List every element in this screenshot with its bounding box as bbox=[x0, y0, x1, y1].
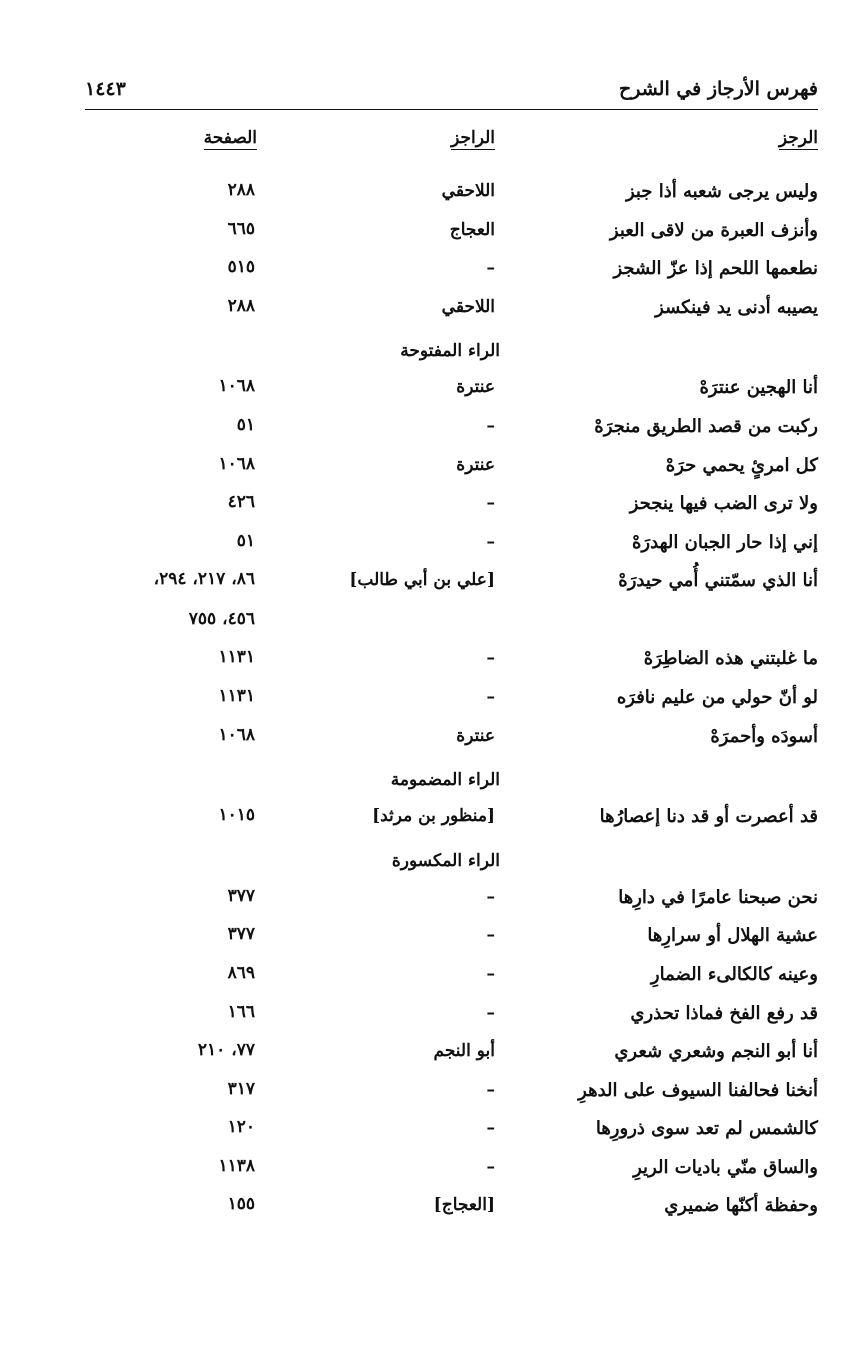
verse-text: أسودَه وأحمرَهْ bbox=[710, 725, 818, 747]
index-row bbox=[0, 881, 855, 920]
column-header-verse: الرجز bbox=[778, 128, 818, 148]
page-reference-line: ١٠٦٨ bbox=[218, 453, 255, 474]
page-references bbox=[228, 1184, 255, 1224]
index-row bbox=[0, 449, 855, 488]
page-references bbox=[228, 209, 255, 249]
index-row bbox=[0, 410, 855, 449]
poet-name: – bbox=[486, 415, 495, 436]
page-references bbox=[218, 444, 255, 484]
page-reference-line: ٥١ bbox=[236, 414, 255, 435]
page-reference-line: ١٠١٥ bbox=[218, 805, 255, 826]
page-number: ١٤٤٣ bbox=[85, 78, 126, 100]
page-reference-line: ١١٣١ bbox=[218, 647, 255, 668]
page-reference-line: ٤٥٦، ٧٥٥ bbox=[188, 609, 255, 630]
verse-text: أنخنا فحالفنا السيوف على الدهرِ bbox=[578, 1079, 818, 1101]
page-reference-line: ٧٧، ٢١٠ bbox=[197, 1040, 255, 1061]
page-reference-line: ٨٦٩ bbox=[227, 962, 255, 983]
verse-text: ركبت من قصد الطريق منجرَهْ bbox=[594, 415, 818, 437]
poet-name: [منظور بن مرثد] bbox=[372, 806, 495, 827]
poet-name: عنترة bbox=[456, 377, 495, 398]
page-reference-line: ١١٣٨ bbox=[218, 1155, 255, 1176]
index-row bbox=[0, 564, 855, 642]
page-references bbox=[237, 521, 255, 561]
verse-text: قد رفع الفخ فماذا تحذري bbox=[630, 1002, 818, 1024]
page-references bbox=[228, 482, 255, 522]
index-row bbox=[0, 1151, 855, 1190]
poet-name: العجاج bbox=[449, 219, 495, 240]
index-row bbox=[0, 681, 855, 720]
index-table bbox=[0, 175, 855, 1228]
verse-text: لو أنّ حولي من عليم نافرَه bbox=[616, 686, 818, 708]
page-references bbox=[218, 795, 255, 835]
page-reference-line: ٢٨٨ bbox=[227, 295, 255, 316]
running-header bbox=[85, 78, 818, 108]
verse-text: وأنزف العبرة من لاقى العبز bbox=[609, 219, 818, 241]
index-row bbox=[0, 371, 855, 410]
page-reference-line: ٦٦٥ bbox=[227, 218, 255, 239]
page-references bbox=[228, 1069, 255, 1109]
page-references bbox=[218, 637, 255, 677]
index-row bbox=[0, 1035, 855, 1074]
poet-name: – bbox=[486, 686, 495, 707]
index-row bbox=[0, 1074, 855, 1113]
header-title: فهرس الأرجاز في الشرح bbox=[618, 78, 818, 100]
verse-text: أنا الذي سمّتني أُمي حيدرَهْ bbox=[618, 570, 818, 592]
header-rule bbox=[85, 109, 818, 110]
page-reference-line: ٥١٥ bbox=[227, 257, 255, 278]
page-references bbox=[218, 366, 255, 406]
verse-text: عشية الهلال أو سرارِها bbox=[647, 925, 818, 947]
index-row bbox=[0, 720, 855, 759]
verse-text: وليس يرجى شعبه أذا جبز bbox=[625, 181, 818, 202]
page-references bbox=[198, 1030, 255, 1070]
page-reference-line: ٢٨٨ bbox=[227, 180, 255, 200]
index-row bbox=[0, 526, 855, 565]
index-row bbox=[0, 1112, 855, 1151]
index-row bbox=[0, 800, 855, 839]
page-reference-line: ١٠٦٨ bbox=[218, 376, 255, 397]
page-references bbox=[218, 676, 255, 716]
index-row bbox=[0, 214, 855, 253]
index-row bbox=[0, 291, 855, 330]
poet-name: اللاحقي bbox=[441, 296, 495, 317]
page-references bbox=[228, 286, 255, 326]
poet-name: – bbox=[486, 1156, 495, 1177]
verse-text: يصيبه أدنى يد فينكسز bbox=[655, 296, 818, 318]
index-row bbox=[0, 997, 855, 1036]
index-row bbox=[0, 642, 855, 681]
page-reference-line: ١٢٠ bbox=[227, 1117, 255, 1138]
verse-text: كالشمس لم تعد سوى ذرورِها bbox=[595, 1118, 818, 1140]
poet-name: – bbox=[486, 1002, 495, 1023]
poet-name: عنترة bbox=[456, 454, 495, 475]
poet-name: – bbox=[486, 531, 495, 552]
poet-name: – bbox=[486, 648, 495, 669]
poet-name: – bbox=[486, 1079, 495, 1100]
page-references bbox=[228, 914, 255, 954]
page-reference-line: ١١٣١ bbox=[218, 685, 255, 706]
page-reference-line: ٣٧٧ bbox=[227, 924, 255, 945]
poet-name: – bbox=[486, 1118, 495, 1139]
verse-text: أنا أبو النجم وشعري شعري bbox=[614, 1041, 818, 1063]
index-row bbox=[0, 487, 855, 526]
page-reference-line: ١٠٦٨ bbox=[218, 724, 255, 745]
verse-text: والساق منّي باديات الريرِ bbox=[633, 1156, 818, 1178]
page-reference-line: ٣١٧ bbox=[227, 1078, 255, 1099]
page-reference-line: ١٦٦ bbox=[227, 1001, 255, 1022]
section-heading-row bbox=[0, 329, 855, 371]
page-reference-line: ٥١ bbox=[236, 530, 255, 551]
poet-name: – bbox=[486, 886, 495, 907]
verse-text: وحفظة أكنّها ضميري bbox=[664, 1195, 818, 1217]
poet-name: أبو النجم bbox=[433, 1041, 495, 1062]
index-row bbox=[0, 252, 855, 291]
page-references bbox=[228, 992, 255, 1032]
page-references bbox=[228, 247, 255, 287]
page-references bbox=[218, 1146, 255, 1186]
column-header-page: الصفحة bbox=[203, 128, 257, 148]
verse-text: وعينه كالكالىء الضمارِ bbox=[650, 963, 818, 985]
verse-text: قد أعصرت أو قد دنا إعصارُها bbox=[599, 806, 818, 828]
poet-name: – bbox=[486, 963, 495, 984]
page-references bbox=[218, 715, 255, 755]
index-row bbox=[0, 958, 855, 997]
poet-name: – bbox=[486, 493, 495, 514]
verse-text: نحن صبحنا عامرًا في دارِها bbox=[618, 886, 818, 908]
verse-text: نطعمها اللحم إذا عزّ الشجز bbox=[613, 258, 818, 280]
poet-name: [علي بن أبي طالب] bbox=[349, 570, 495, 591]
page-references bbox=[237, 405, 255, 445]
page-references bbox=[228, 876, 255, 916]
poet-name: – bbox=[486, 925, 495, 946]
section-heading-row bbox=[0, 758, 855, 800]
page-references bbox=[228, 1107, 255, 1147]
index-row bbox=[0, 919, 855, 958]
section-heading-row bbox=[0, 839, 855, 881]
page-references bbox=[228, 953, 255, 993]
verse-text: ما غلبتني هذه الضاطِرَهْ bbox=[643, 648, 818, 670]
index-row bbox=[0, 175, 855, 214]
verse-text: أنا الهجين عنترَهْ bbox=[699, 377, 818, 399]
verse-text: ولا ترى الضب فيها ينجحز bbox=[629, 493, 818, 515]
page-reference-line: ٣٧٧ bbox=[227, 885, 255, 906]
poet-name: اللاحقي bbox=[441, 181, 495, 201]
index-row bbox=[0, 1189, 855, 1228]
section-title: الراء المكسورة bbox=[391, 850, 500, 871]
poet-name: – bbox=[486, 258, 495, 279]
page-references bbox=[228, 170, 255, 210]
page-reference-line: ١٥٥ bbox=[227, 1194, 255, 1215]
section-title: الراء المفتوحة bbox=[400, 341, 500, 362]
page-reference-line: ٤٢٦ bbox=[227, 492, 255, 513]
poet-name: عنترة bbox=[456, 725, 495, 746]
verse-text: إني إذا حار الجبان الهدرَهْ bbox=[632, 531, 818, 553]
page-references bbox=[154, 559, 255, 639]
poet-name: [العجاج] bbox=[433, 1195, 495, 1216]
column-header-poet: الراجز bbox=[451, 128, 495, 148]
verse-text: كل امرئٍ يحمي حرَهْ bbox=[665, 454, 818, 476]
page-reference-line: ٨٦، ٢١٧، ٢٩٤، bbox=[153, 569, 255, 590]
section-title: الراء المضمومة bbox=[390, 770, 500, 791]
